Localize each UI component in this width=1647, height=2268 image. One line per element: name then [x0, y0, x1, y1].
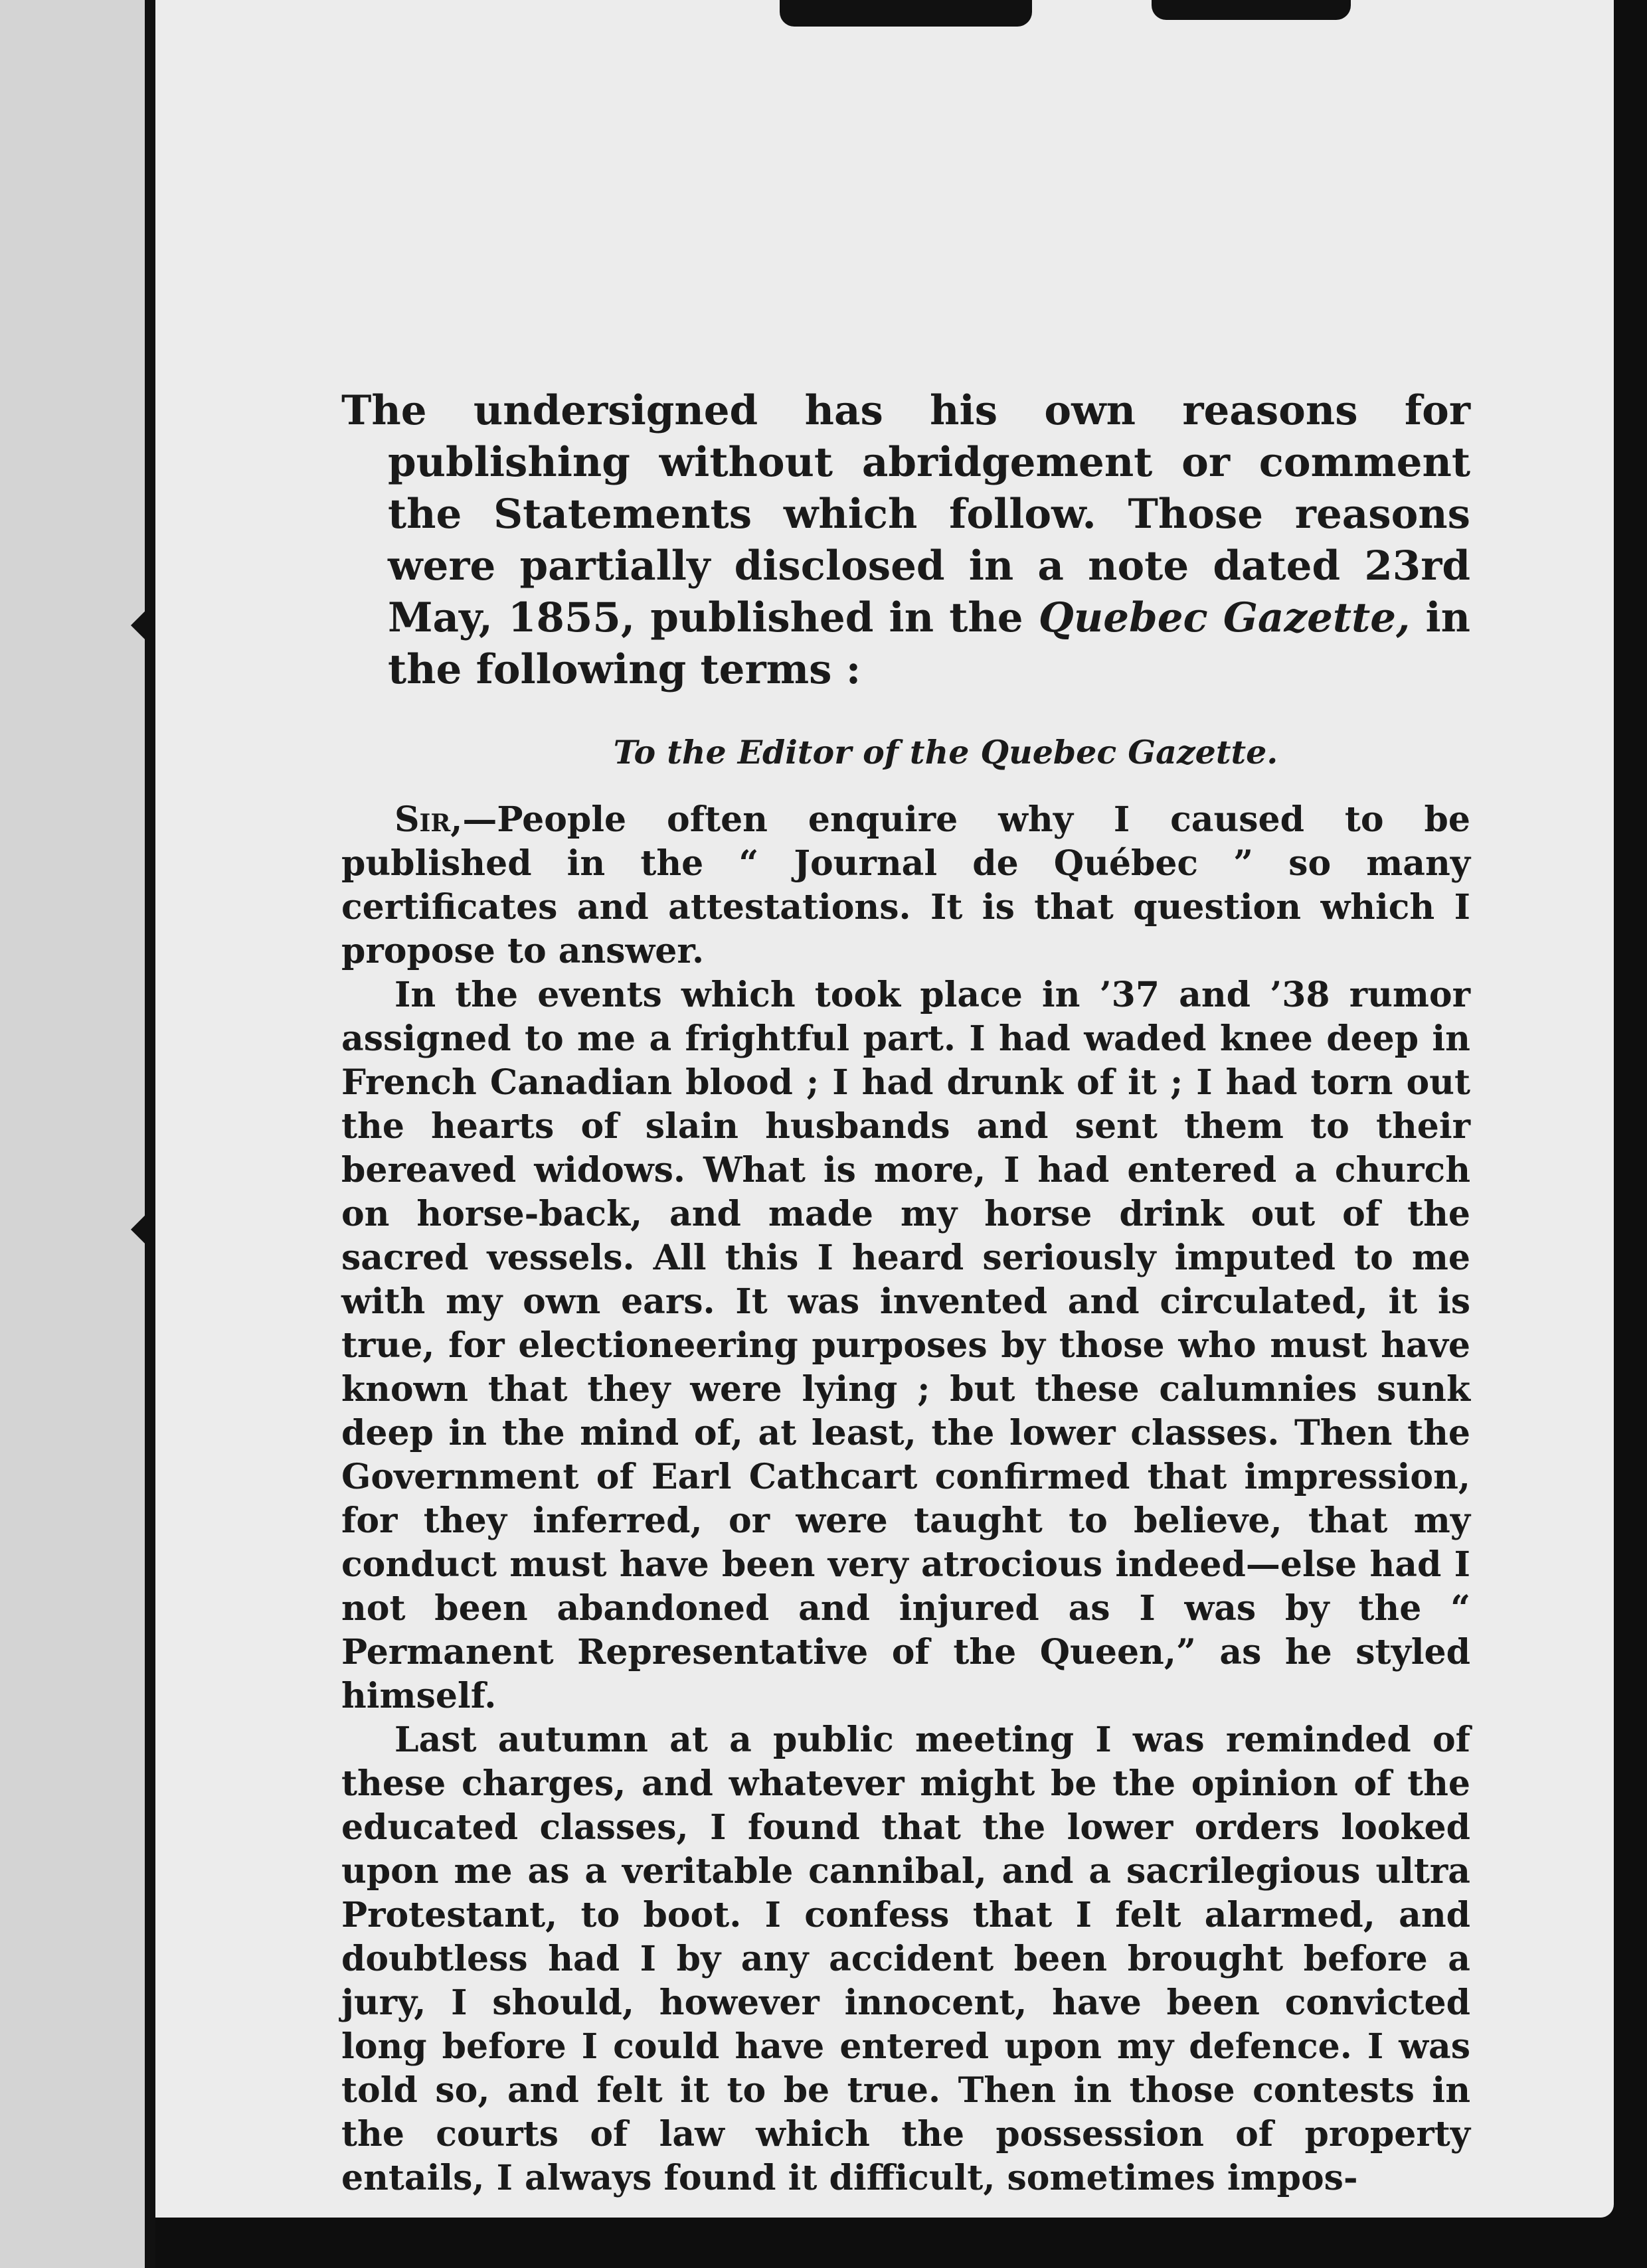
letter-paragraph: In the events which took place in ’37 and ’38 rumor assigned to me a frightful part. I had waded knee deep in French Canadian blood ; I had drunk of it ; I had torn out the hearts of slain husbands and sent them to their bereaved widows. What is more, I had entered a church on horse-back, and made my horse drink out of the sacred vessels. All this I heard seriously imputed to me with my own ears. It was invented and circulated, it is true, for electioneering purposes by those who must have known that they were lying ; but these calumnies sunk deep in the mind of, at least, the lower classes. Then the Government of Earl Cathcart confirmed that impression, for they inferred, or were taught to believe, that my conduct must have been very atrocious indeed—else had I not been abandoned and injured as I was by the “ Permanent Representative of the Queen,” as he styled himself. — [341, 975, 1470, 1716]
newspaper-title: Quebec Gazette, — [1038, 594, 1411, 641]
left-binding-rule — [145, 0, 155, 2268]
letter-paragraph: Last autumn at a public meeting I was reminded of these charges, and whatever might be the opinion of the educated classes, I found that the lower orders looked upon me as a veritable cannibal, and a sacrilegious ultra Protestant, to boot. I confess that I felt alarmed, and doubtless had I by any accident been brought before a jury, I should, however innocent, have been convicted long before I could have entered upon my defence. I was told so, and felt it to be true. Then in those contests in the courts of law which the possession of property entails, I always found it difficult, sometimes impos- — [341, 1720, 1470, 2198]
intro-text-end: in the following terms : — [388, 594, 1471, 693]
intro-paragraph — [341, 385, 1470, 696]
salutation: Sir, — [394, 799, 463, 840]
letter-body — [341, 798, 1470, 2200]
letter-paragraph — [341, 798, 1470, 973]
text-block — [341, 385, 1470, 2200]
document-page — [155, 0, 1614, 2218]
letter-addressee: To the Editor of the Quebec Gazette. — [613, 733, 1278, 771]
paragraph-text: —People often enquire why I caused to be published in the “ Journal de Québec ” so many certificates and attestations. It is that question which I propose to answer. — [341, 799, 1470, 971]
top-ink-blot — [780, 0, 1032, 27]
intro-text-start: The undersigned has his own reasons for publishing without abridgement or comment the Statements which follow. Those reasons were partially disclosed in a note dated 23rd May, 1855, published in the — [341, 387, 1470, 641]
left-page-edge — [0, 0, 145, 2268]
top-ink-blot — [1152, 0, 1351, 20]
